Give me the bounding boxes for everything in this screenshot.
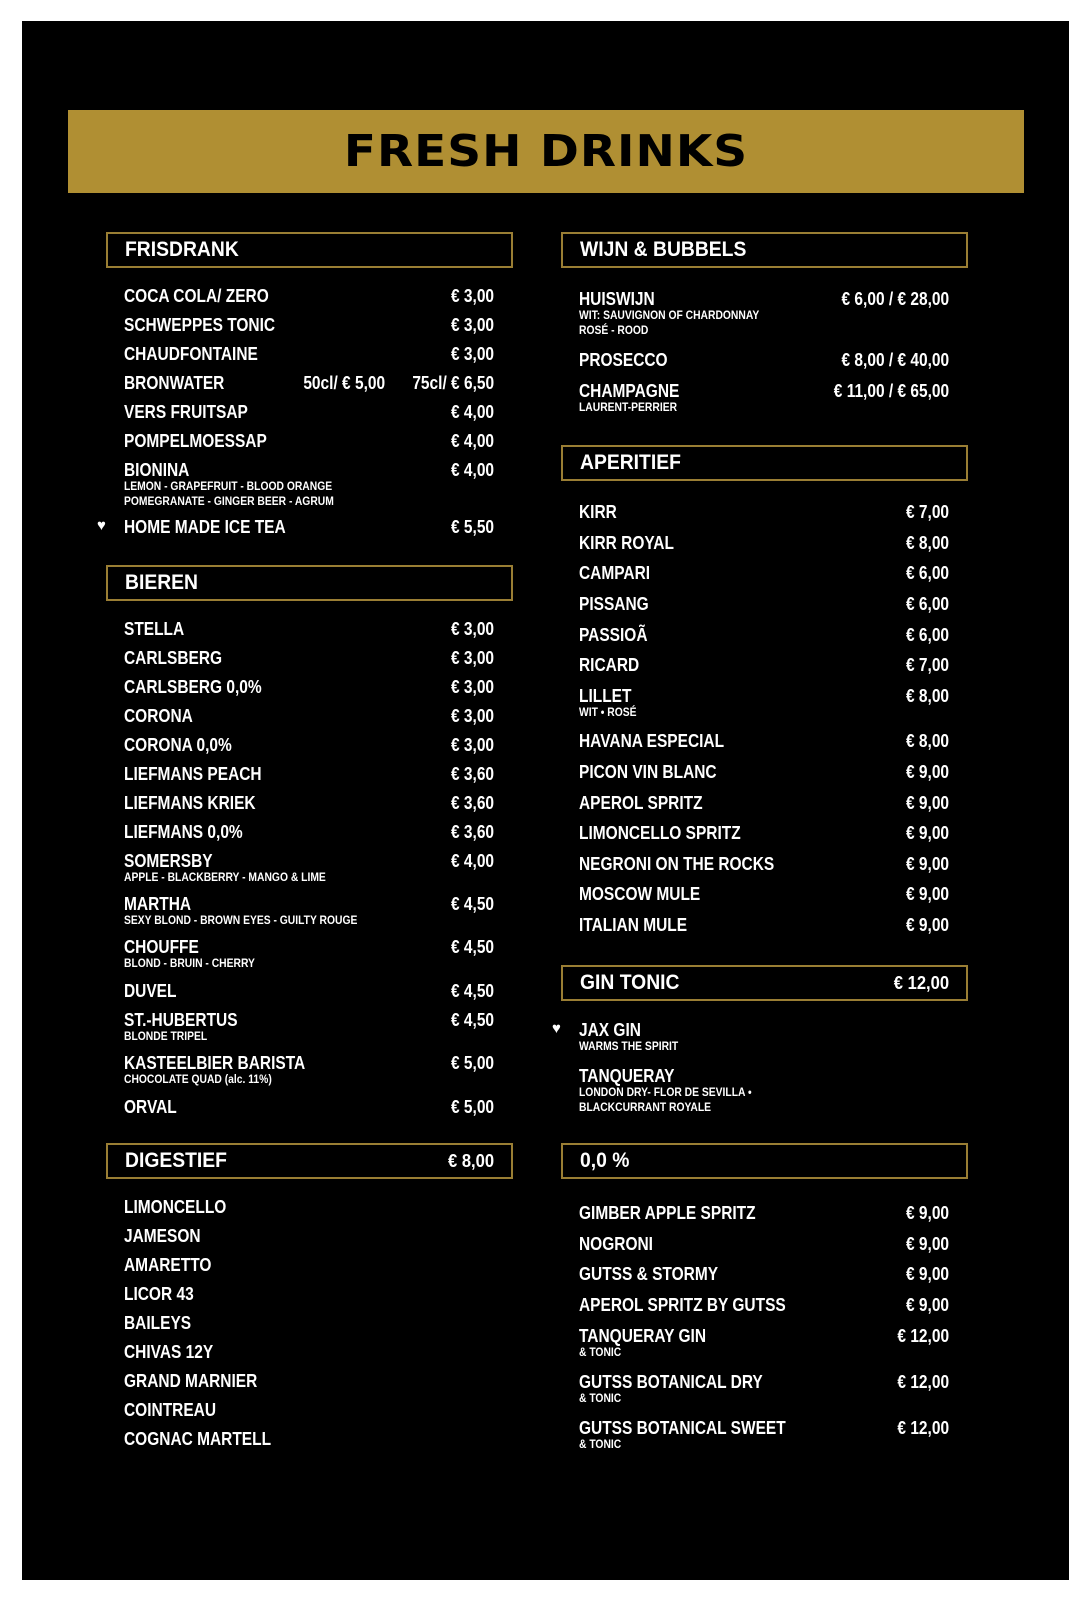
item-price: € 4,50 (450, 1010, 494, 1030)
section-header-wijn (561, 232, 968, 268)
item-price: € 3,00 (450, 735, 494, 755)
menu-item-tanqueray-gin (579, 1326, 949, 1366)
heart-icon: ♥ (97, 517, 106, 534)
item-price: € 6,00 (905, 625, 949, 645)
item-name: HOME MADE ICE TEA (124, 517, 286, 537)
item-name: DUVEL (124, 981, 177, 1001)
item-price: € 11,00 / € 65,00 (833, 381, 949, 401)
item-name: GIMBER APPLE SPRITZ (579, 1203, 756, 1223)
item-price: € 3,00 (450, 706, 494, 726)
item-name: LIEFMANS KRIEK (124, 793, 256, 813)
section-header-nul (561, 1143, 968, 1179)
menu-item-martha (124, 894, 494, 934)
item-name: CHOUFFE (124, 937, 199, 957)
item-price: € 12,00 (897, 1418, 949, 1438)
menu-item-somersby (124, 851, 494, 891)
title-banner (68, 110, 1024, 193)
item-name: CARLSBERG (124, 648, 223, 668)
item-description: BLONDE TRIPEL (124, 1029, 208, 1043)
menu-item-cognac-martell (124, 1429, 494, 1469)
item-description: & TONIC (579, 1391, 622, 1405)
item-description: & TONIC (579, 1345, 622, 1359)
item-price: € 7,00 (905, 502, 949, 522)
item-name: MOSCOW MULE (579, 884, 701, 904)
item-price: € 3,00 (450, 344, 494, 364)
item-description: WARMS THE SPIRIT (579, 1039, 679, 1053)
item-name: BIONINA (124, 460, 190, 480)
item-name: LIMONCELLO SPRITZ (579, 823, 741, 843)
section-header-digestief (106, 1143, 513, 1179)
item-price-small: 50cl/ € 5,00 (303, 373, 385, 393)
item-name: HUISWIJN (579, 289, 655, 309)
item-name: GUTSS BOTANICAL SWEET (579, 1418, 786, 1438)
item-name: KIRR ROYAL (579, 533, 674, 553)
item-name: KIRR (579, 502, 617, 522)
item-name: COGNAC MARTELL (124, 1429, 272, 1449)
item-name: GRAND MARNIER (124, 1371, 258, 1391)
menu-item-st-hubertus (124, 1010, 494, 1050)
item-price: € 3,00 (450, 677, 494, 697)
item-name: LILLET (579, 686, 632, 706)
item-name: PISSANG (579, 594, 649, 614)
item-description: LAURENT-PERRIER (579, 400, 678, 414)
menu-item-italian-mule (579, 915, 949, 955)
item-price: € 4,00 (450, 431, 494, 451)
item-description: BLOND - BRUIN - CHERRY (124, 956, 255, 970)
item-price: € 9,00 (905, 1264, 949, 1284)
menu-item-lillet (579, 686, 949, 726)
item-price: € 9,00 (905, 762, 949, 782)
item-price: € 5,00 (450, 1053, 494, 1073)
item-price: € 8,00 / € 40,00 (841, 350, 949, 370)
section-price: € 8,00 (447, 1150, 494, 1171)
item-price: € 6,00 (905, 594, 949, 614)
item-name: BAILEYS (124, 1313, 192, 1333)
item-name: LIEFMANS 0,0% (124, 822, 243, 842)
item-name: CORONA (124, 706, 193, 726)
item-name: POMPELMOESSAP (124, 431, 267, 451)
item-price: € 6,00 (905, 563, 949, 583)
item-name: COCA COLA/ ZERO (124, 286, 269, 306)
item-description: LONDON DRY- FLOR DE SEVILLA • (579, 1085, 752, 1099)
item-price: € 4,00 (450, 402, 494, 422)
item-name: JAX GIN (579, 1020, 641, 1040)
item-name: LICOR 43 (124, 1284, 194, 1304)
item-name: PASSIOÃ (579, 625, 648, 645)
item-price: € 9,00 (905, 793, 949, 813)
item-name: TANQUERAY (579, 1066, 675, 1086)
item-name: CAMPARI (579, 563, 651, 583)
item-description: APPLE - BLACKBERRY - MANGO & LIME (124, 870, 326, 884)
menu-item-tanqueray (579, 1066, 949, 1114)
section-title: FRISDRANK (125, 238, 239, 261)
item-price: € 4,50 (450, 937, 494, 957)
item-price: € 9,00 (905, 884, 949, 904)
item-name: CHAUDFONTAINE (124, 344, 258, 364)
item-name: GUTSS & STORMY (579, 1264, 719, 1284)
item-description: LEMON - GRAPEFRUIT - BLOOD ORANGE (124, 479, 333, 493)
menu-item-orval (124, 1097, 494, 1137)
item-name: HAVANA ESPECIAL (579, 731, 725, 751)
menu-item-gutss-botanical-sweet (579, 1418, 949, 1458)
item-name: APEROL SPRITZ BY GUTSS (579, 1295, 786, 1315)
item-name: APEROL SPRITZ (579, 793, 703, 813)
item-name: SCHWEPPES TONIC (124, 315, 276, 335)
item-name: BRONWATER (124, 373, 225, 393)
item-name: TANQUERAY GIN (579, 1326, 707, 1346)
item-price: € 9,00 (905, 1203, 949, 1223)
item-name: CARLSBERG 0,0% (124, 677, 262, 697)
item-description: SEXY BLOND - BROWN EYES - GUILTY ROUGE (124, 913, 358, 927)
item-name: NOGRONI (579, 1234, 653, 1254)
item-price: € 5,00 (450, 1097, 494, 1117)
menu-item-jax-gin (579, 1020, 949, 1060)
item-name: ORVAL (124, 1097, 177, 1117)
item-price: € 8,00 (905, 533, 949, 553)
item-price: € 3,60 (450, 793, 494, 813)
item-name: VERS FRUITSAP (124, 402, 248, 422)
heart-icon: ♥ (552, 1020, 561, 1037)
item-price: € 4,50 (450, 981, 494, 1001)
item-price: € 3,00 (450, 648, 494, 668)
item-price: € 9,00 (905, 854, 949, 874)
item-name: KASTEELBIER BARISTA (124, 1053, 306, 1073)
section-title: BIEREN (125, 571, 199, 594)
section-title: DIGESTIEF (125, 1149, 227, 1172)
item-price: € 6,00 / € 28,00 (841, 289, 949, 309)
item-description: & TONIC (579, 1437, 622, 1451)
item-name: ST.-HUBERTUS (124, 1010, 238, 1030)
item-price: € 8,00 (905, 686, 949, 706)
item-price: € 9,00 (905, 823, 949, 843)
item-name: LIMONCELLO (124, 1197, 227, 1217)
item-name: CORONA 0,0% (124, 735, 232, 755)
item-description-line2: POMEGRANATE - GINGER BEER - AGRUM (124, 494, 334, 508)
item-price: € 3,00 (450, 619, 494, 639)
section-header-frisdrank (106, 232, 513, 268)
section-title: GIN TONIC (580, 971, 680, 994)
item-price: € 9,00 (905, 1295, 949, 1315)
item-description: WIT • ROSÉ (579, 705, 637, 719)
item-name: AMARETTO (124, 1255, 212, 1275)
item-name: JAMESON (124, 1226, 201, 1246)
item-name: MARTHA (124, 894, 192, 914)
item-price: € 8,00 (905, 731, 949, 751)
item-name: GUTSS BOTANICAL DRY (579, 1372, 763, 1392)
item-price: € 4,50 (450, 894, 494, 914)
item-name: NEGRONI ON THE ROCKS (579, 854, 775, 874)
section-title: 0,0 % (580, 1149, 630, 1172)
section-header-gintonic (561, 965, 968, 1001)
menu-item-kasteelbier-barista (124, 1053, 494, 1093)
item-price: € 3,00 (450, 286, 494, 306)
item-price: € 12,00 (897, 1326, 949, 1346)
item-name: CHAMPAGNE (579, 381, 680, 401)
item-name: STELLA (124, 619, 185, 639)
item-price: € 9,00 (905, 915, 949, 935)
item-price: € 4,00 (450, 460, 494, 480)
item-price: € 3,00 (450, 315, 494, 335)
item-name: COINTREAU (124, 1400, 217, 1420)
menu-item-champagne (579, 381, 949, 421)
item-name: LIEFMANS PEACH (124, 764, 262, 784)
item-price: € 9,00 (905, 1234, 949, 1254)
item-price: € 5,50 (450, 517, 494, 537)
menu-item-home-made-ice-tea (124, 517, 494, 557)
menu-item-huiswijn (579, 289, 949, 337)
item-name: SOMERSBY (124, 851, 213, 871)
item-description-line2: ROSÉ - ROOD (579, 323, 649, 337)
section-price: € 12,00 (893, 972, 949, 993)
item-price: € 4,00 (450, 851, 494, 871)
item-name: ITALIAN MULE (579, 915, 688, 935)
menu-item-bionina (124, 460, 494, 508)
item-price: € 3,60 (450, 764, 494, 784)
item-description: WIT: SAUVIGNON OF CHARDONNAY (579, 308, 760, 322)
page-title: FRESH DRINKS (343, 126, 749, 177)
section-title: WIJN & BUBBELS (580, 238, 747, 261)
menu-item-gutss-botanical-dry (579, 1372, 949, 1412)
item-name: PROSECCO (579, 350, 668, 370)
item-price: 75cl/ € 6,50 (412, 373, 494, 393)
item-name: RICARD (579, 655, 640, 675)
item-price: € 7,00 (905, 655, 949, 675)
item-price: € 3,60 (450, 822, 494, 842)
item-description-line2: BLACKCURRANT ROYALE (579, 1100, 712, 1114)
item-description: CHOCOLATE QUAD (alc. 11%) (124, 1072, 272, 1086)
menu-item-chouffe (124, 937, 494, 977)
section-header-bieren (106, 565, 513, 601)
item-price: € 12,00 (897, 1372, 949, 1392)
item-name: PICON VIN BLANC (579, 762, 717, 782)
item-name: CHIVAS 12Y (124, 1342, 214, 1362)
section-header-aperitief (561, 445, 968, 481)
section-title: APERITIEF (580, 451, 681, 474)
